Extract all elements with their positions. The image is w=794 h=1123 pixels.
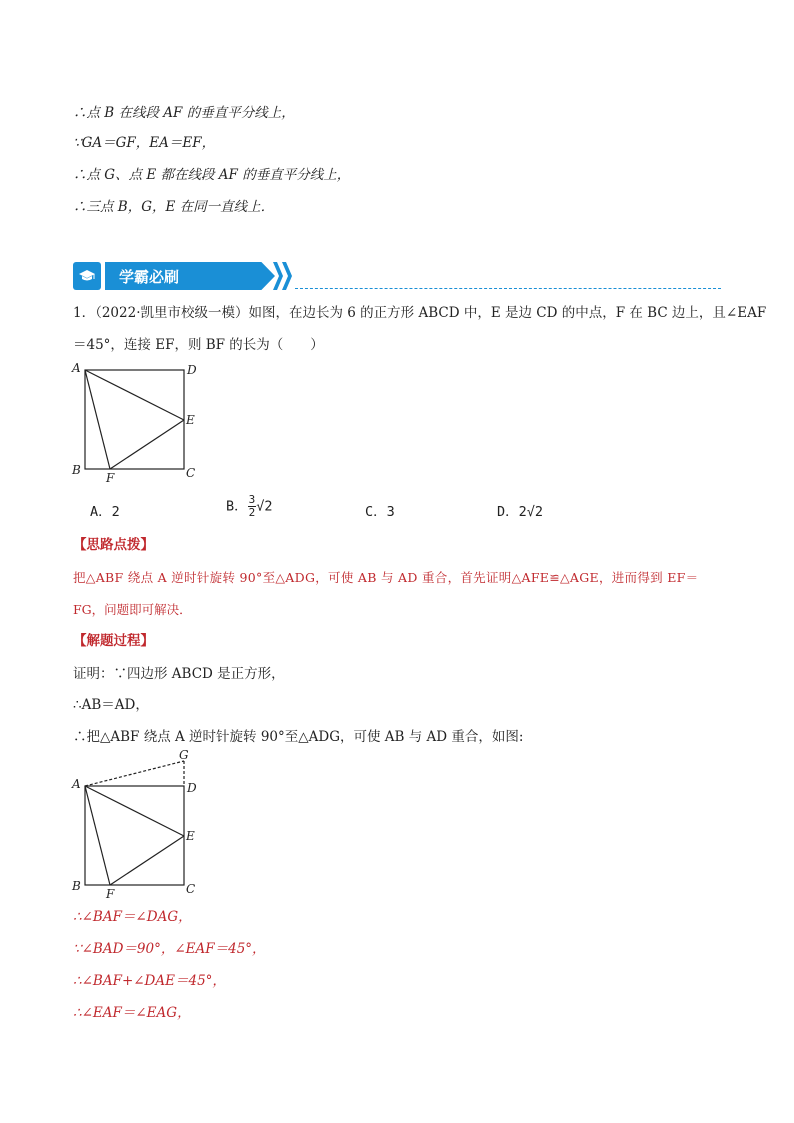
hint-label: 【思路点拨】 <box>73 537 154 553</box>
graduation-cap-icon <box>73 262 101 290</box>
choice-b-radical: √2 <box>256 498 273 515</box>
label-b: B <box>72 463 81 477</box>
hint-line-2: FG，问题即可解决． <box>73 602 192 617</box>
label-f: F <box>106 471 115 485</box>
solution-line-4: ∴∠BAF＝∠DAG， <box>73 909 192 925</box>
hint-line-1: 把△ABF 绕点 A 逆时针旋转 90°至△ADG，可使 AB 与 AD 重合，首先证明△AFE≌△AGE，进而得到 EF＝ <box>73 570 699 585</box>
section-header <box>73 262 721 290</box>
label-a: A <box>72 777 81 791</box>
label-g: G <box>179 748 189 762</box>
label-f: F <box>106 887 115 900</box>
choice-b-numerator: 3 <box>248 493 256 506</box>
section-divider <box>295 288 721 289</box>
solution-line-1: 证明：∵四边形 ABCD 是正方形， <box>73 666 285 682</box>
label-e: E <box>186 413 195 427</box>
proof-line-2: ∵GA＝GF，EA＝EF， <box>73 135 216 151</box>
proof-line-4: ∴三点 B，G，E 在同一直线上． <box>73 199 275 215</box>
label-c: C <box>186 466 196 480</box>
choice-b-fraction <box>248 494 257 519</box>
choice-a-value: 2 <box>111 504 120 520</box>
proof-line-3: ∴点 G、点 E 都在线段 AF 的垂直平分线上， <box>73 167 351 183</box>
choice-a-prefix: A． <box>90 504 112 520</box>
chevron-right-icon <box>282 262 292 290</box>
label-b: B <box>72 879 81 893</box>
choice-a[interactable] <box>90 500 120 520</box>
solution-line-3: ∴把△ABF 绕点 A 逆时针旋转 90°至△ADG，可使 AB 与 AD 重合，如图: <box>73 729 524 745</box>
solution-label: 【解题过程】 <box>73 633 154 649</box>
choice-b-denominator: 2 <box>248 506 256 519</box>
section-title: 学霸必刷 <box>119 268 180 286</box>
solution-line-6: ∴∠BAF+∠DAE＝45°， <box>73 973 226 989</box>
figure-rotation <box>66 748 216 900</box>
choice-c-prefix: C． <box>365 504 387 520</box>
solution-line-5: ∵∠BAD＝90°，∠EAF＝45°， <box>73 941 266 957</box>
choice-c[interactable] <box>365 500 395 520</box>
question-text-line-2: ＝45°，连接 EF，则 BF 的长为（ ） <box>73 337 324 353</box>
choice-c-value: 3 <box>386 504 395 520</box>
label-d: D <box>187 781 197 795</box>
label-d: D <box>187 363 197 377</box>
solution-line-7: ∴∠EAF＝∠EAG， <box>73 1005 191 1021</box>
choice-b[interactable] <box>226 494 273 519</box>
label-c: C <box>186 882 196 896</box>
choice-d-prefix: D． <box>497 504 519 520</box>
question-text-line-1: 1．（2022·凯里市校级一模）如图，在边长为 6 的正方形 ABCD 中，E 是边 CD 的中点，F 在 BC 边上，且∠EAF <box>73 305 767 321</box>
figure-square <box>66 360 216 485</box>
label-a: A <box>72 361 81 375</box>
proof-line-1: ∴点 B 在线段 AF 的垂直平分线上， <box>73 105 295 121</box>
choice-b-prefix: B． <box>226 498 248 515</box>
choice-d-value: 2√2 <box>518 504 544 520</box>
label-e: E <box>186 829 195 843</box>
choice-d[interactable] <box>497 500 543 520</box>
solution-line-2: ∴AB＝AD， <box>73 697 149 713</box>
